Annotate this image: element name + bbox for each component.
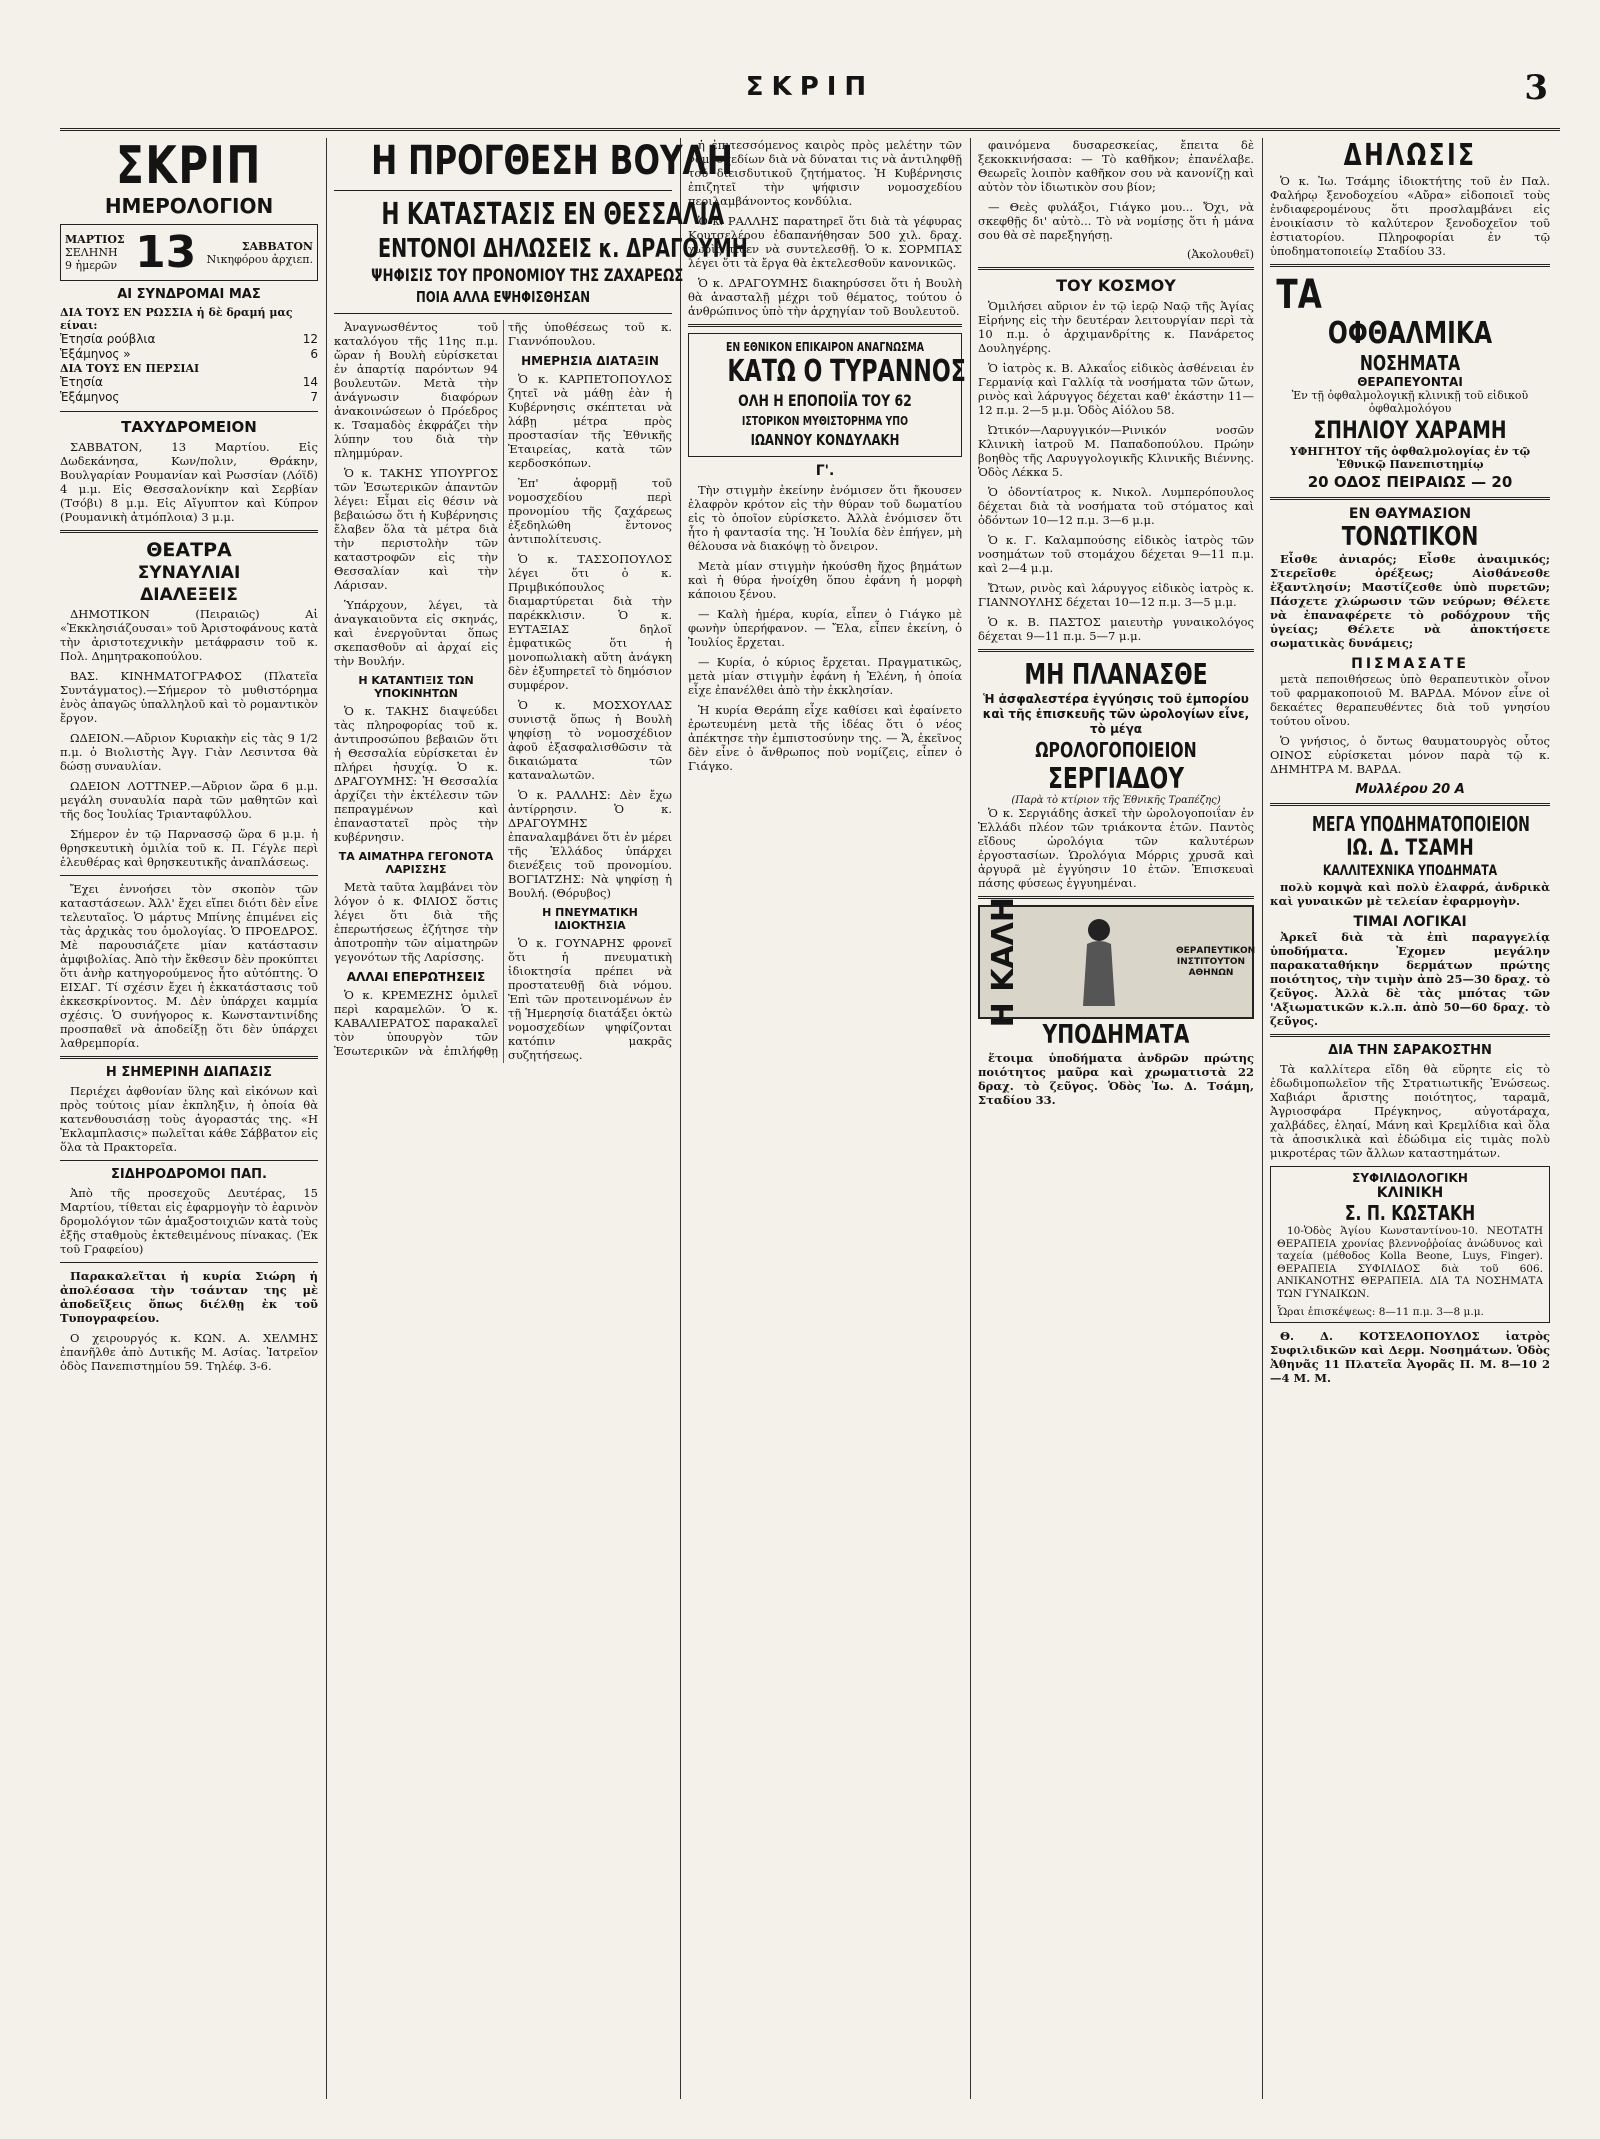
column-rule <box>970 138 971 2099</box>
tonic-cta: ΠΙΣΜΑΣΑΤΕ <box>1351 656 1469 672</box>
calendar-moon: ΣΕΛΗΝΗ <box>65 246 118 259</box>
page-number: 3 <box>1524 68 1548 108</box>
subs-russia: ΔΙΑ ΤΟΥΣ ΕΝ ΡΩΣΣΙΑ ἡ δὲ δραμή μας είναι: <box>60 306 293 332</box>
serial-paragraph: — Καλὴ ἡμέρα, κυρία, εἶπεν ὁ Γιάγκο μὲ φωνὴν ὑπερήφανον. — Ἔλα, εἶπεν ἐκείνη, ὁ Ἰουλίος ἔρχεται. <box>688 607 962 649</box>
lecture-text: Σήμερον ἐν τῷ Παρνασσῷ ὥρα 6 μ.μ. ἡ θρησκευτικὴ ὁμιλία τοῦ κ. Π. Γέγλε περὶ ἐλευθέρας καὶ θρησκευτικῆς ἀναπλάσεως. <box>60 827 318 869</box>
to-be-continued: (Ἀκολουθεῖ) <box>1187 248 1254 261</box>
calendar-moon-days: 9 ἡμερῶν <box>65 259 118 272</box>
chapter-number: Γ'. <box>815 463 835 479</box>
post-heading: ΤΑΧΥΔΡΟΜΕΙΟΝ <box>121 418 257 436</box>
serial-paragraph: — Θεὲς φυλάξοι, Γιάγκο μου... Ὄχι, νὰ σκεφθῇς δι' αὐτὸ... Τὸ νὰ νομίσῃς ὅτι ἡ μάνα σου θὰ σὲ παρεξηγήσῃ. <box>978 200 1254 242</box>
calendar-weekday: ΣΑΒΒΑΤΟΝ <box>241 239 313 253</box>
article-paragraph: Ὁ κ. ΚΑΡΠΕΤΟΠΟΥΛΟΣ ζητεῖ νὰ μάθῃ ἐὰν ἡ Κυβέρνησις σκέπτεται νὰ λάβῃ μέτρα πρὸς προστασίαν τῆς Ἐθνικῆς Ἑταιρείας, κατὰ τῶν κερδοσκόπων. <box>508 372 672 470</box>
eye-ad-text: Ἐν τῇ ὀφθαλμολογικῇ κλινικῇ τοῦ εἰδικοῦ ὀφθαλμολόγου <box>1291 389 1529 415</box>
doctor-notice: Ο χειρουργός κ. ΚΩΝ. Α. ΧΕΛΜΗΣ ἐπανῆλθε ἀπὸ Δυτικῆς Μ. Ασίας. Ἰατρεῖον ὁδὸς Πανεπιστημίου 59. Τηλέφ. 3-6. <box>60 1331 318 1373</box>
lent-text: Τὰ καλλίτερα εἴδη θὰ εὕρητε εἰς τὸ ἐδωδιμοπωλεῖον τῆς Στρατιωτικῆς Ἐνώσεως. Χαβιάρι ἄριστης ποιότητος, ταραμᾶ, Ἀγριοσφάρα Πρέγκηνος, αὐγοτάραχα, χαλβάδες, ἐληαί, Μάνη καὶ Κρεμλίδια καὶ ὅλα τὰ ἀποσικλικὰ καὶ ἐδώδιμα εἰς τιμὰς πολὺ μικροτέρας τῶν ἄλλων καταστημάτων. <box>1270 1062 1550 1160</box>
article-paragraph: Ὁ κ. ΔΡΑΓΟΥΜΗΣ διακηρύσσει ὅτι ἡ Βουλὴ θὰ ἀνασταλῇ μέχρι τοῦ θέματος, τούτου ὁ ἀνθρώπινος ὑπὸ τὴν ἀρχηγίαν τοῦ Βουλευτοῦ. <box>688 276 962 318</box>
article-paragraph: Ὁ κ. ΤΑΚΗΣ ΥΠΟΥΡΓΟΣ τῶν Ἐσωτερικῶν ἀπαντῶν λέγει: Εἶμαι εἰς θέσιν νὰ βεβαιώσω ὅτι ἡ Κυβέρνησις ἔλαβεν ὅλα τὰ μέτρα διὰ τὴν περιστολὴν τῶν καταστροφῶν εἰς τὴν Θεσσαλίαν καὶ τὴν Λάρισαν. <box>334 466 498 592</box>
clinic-category: ΣΥΦΙΛΙΔΟΛΟΓΙΚΗ <box>1352 1171 1468 1185</box>
notice-text: Ὤτων, ρινὸς καὶ λάρυγγος εἰδικὸς ἰατρὸς κ. ΓΙΑΝΝΟΥΛΗΣ δέχεται 10—12 π.μ. 3—5 μ.μ. <box>978 581 1254 609</box>
subheading: Η ΚΑΤΑΝΤΙΞΙΣ ΤΩΝ ΥΠΟΚΙΝΗΤΩΝ <box>358 674 474 700</box>
dimotikon-text: ΔΗΜΟΤΙΚΟΝ (Πειραιῶς) Αἱ «Ἐκκλησιάζουσαι» τοῦ Ἀριστοφάνους κατὰ τὴν ἀριστοτεχνικὴν μετάφρασιν τοῦ κ. Πολ. Δημητρακοπούλου. <box>60 607 318 663</box>
reading-heading: Η ΣΗΜΕΡΙΝΗ ΔΙΑΠΑΣΙΣ <box>105 1065 273 1080</box>
divider <box>1270 803 1550 806</box>
divider <box>60 1262 318 1263</box>
lost-bag-notice: Παρακαλεῖται ἡ κυρία Σιώρη ἡ ἀπολέσασα τὴν τσάνταν της μὲ ἀποδεῖξεις ὅπως διέλθῃ ἐκ τοῦ Τυπογραφείου. <box>60 1269 318 1325</box>
watch-ad-title: ΜΗ ΠΛΑΝΑΣΘΕ <box>1024 658 1208 691</box>
eye-doctor-name: ΣΠΗΛΙΟΥ ΧΑΡΑΜΗ <box>1313 416 1507 444</box>
cinema-text: ΒΑΣ. ΚΙΝΗΜΑΤΟΓΡΑΦΟΣ (Πλατεῖα Συντάγματος).—Σήμερον τὸ μυθιστόρημα ἑνὸς ἀπαγῶς ὑπαλληλοῦ καὶ τὸ ρομαντικὸν ἔργον. <box>60 669 318 725</box>
column-2 <box>334 138 748 2099</box>
article-paragraph: Ὁ κ. ΡΑΛΛΗΣ: Δὲν ἔχω ἀντίρρησιν. Ὁ κ. ΔΡΑΓΟΥΜΗΣ ἐπαναλαμβάνει ὅτι ἐν μέρει τῆς Ἑλλάδος ὑπάρχει διενέξεις τοῦ προνομίου. ΒΟΓΙΑΤΖΗΣ: Νὰ ψηφίσῃ ἡ Βουλή. (Θόρυβος) <box>508 788 672 900</box>
notice-text: Ὁ κ. Β. ΠΑΣΤΟΣ μαιευτὴρ γυναικολόγος δέχεται 9—11 π.μ. 5—7 μ.μ. <box>978 615 1254 643</box>
headline-1: Η ΠΡΟΓΘΕΣΗ ΒΟΥΛΗ <box>371 138 733 184</box>
divider <box>60 1056 318 1059</box>
concerts-heading: ΣΥΝΑΥΛΙΑΙ <box>137 563 241 583</box>
divider <box>978 267 1254 270</box>
column-5 <box>1270 138 1550 2099</box>
clinic-heading: ΚΛΙΝΙΚΗ <box>1376 1185 1444 1201</box>
shoemaker-text-2: Ἀρκεῖ διὰ τὰ ἐπὶ παραγγελίᾳ ὑποδήματα. Ἐχομεν μεγάλην παρακαταθήκην δερμάτων πρώτης ποιότητος, τὴν τιμὴν ἀπὸ 25—30 δραχ. τὸ ζεῦγος. Ἀλλὰ δὲ τὰς μπότας τῶν 'Αξιωματικῶν κ.λ.π. ἀπὸ 50—60 δραχ. τὸ ζεῦγος. <box>1270 930 1550 1028</box>
notice-text: Ὁ ἰατρὸς κ. Β. Αλκαΐος εἰδικὸς ἀσθένειαι ἐν Γερμανίᾳ καὶ Γαλλίᾳ τὰ νοσήματα τῶν ὤτων, ρινὸς καὶ λάρυγγος δέχεται καθ' ἑκάστην 11—12 π.μ. 2—5 μ.μ. Ὁδὸς Αἰόλου 58. <box>978 361 1254 417</box>
shoemaker-title: ΜΕΓΑ ΥΠΟΔΗΜΑΤΟΠΟΙΕΙΟΝ <box>1312 812 1530 836</box>
serial-box <box>688 333 966 457</box>
railway-heading: ΣΙΔΗΡΟΔΡΟΜΟΙ ΠΑΠ. <box>111 1167 267 1182</box>
woman-figure-illustration <box>1069 914 1129 1010</box>
tonic-text: Εἶσθε ἀνιαρός; Εἶσθε ἀναιμικός; Στερεῖσθε ὀρέξεως; Αἰσθάνεσθε ἐξαντλησίν; Μαστίζεσθε ὑπὸ πυρετῶν; Πάσχετε χλώρωσιν τῶν νεύρων; Θέλετε νὰ ἐπαναφέρετε τὸ ροδόχρουν τῆς ὑγείας; Θέλετε νὰ ἀποκτήσετε σωματικὰς δυνάμεις; <box>1270 552 1550 650</box>
reading-text: Περιέχει ἀφθονίαν ὕλης καὶ εἰκόνων καὶ πρὸς τούτοις μίαν ἐκπληξιν, ἡ ὁποία θὰ κατενθουσιάσῃ τοὺς ἀγοραστάς της. «Η Ἐκλαμπλασις» πωλεῖται κάθε Σάββατον εἰς ὅλα τὰ Πρακτορεῖα. <box>60 1084 318 1154</box>
divider <box>60 1160 318 1161</box>
logo: ΣΚΡΙΠ <box>116 136 262 196</box>
notice-text: Ὁ κ. Γ. Καλαμπούσης εἰδικὸς ἰατρὸς τῶν νοσημάτων τοῦ στομάχου δέχεται 9—11 π.μ. καὶ 2—4 μ.μ. <box>978 533 1254 575</box>
calendar-saint: Νικηφόρου ἀρχιεπ. <box>206 252 313 266</box>
article-paragraph: Μετὰ ταῦτα λαμβάνει τὸν λόγον ὁ κ. ΦΙΛΙΟΣ ὅστις λέγει ὅτι διὰ τῆς ἐπερωτήσεως ἐζήτησε τὴν ἀποτροπὴν τῶν αἱματηρῶν γεγονότων τῆς Λαρίσσης. <box>334 880 498 964</box>
watch-shop-location: (Παρὰ τὸ κτίριον τῆς Ἐθνικῆς Τραπέζης) <box>1011 795 1221 806</box>
serial-label: ΕΝ ΕΘΝΙΚΟΝ ΕΠΙΚΑΙΡΟΝ ΑΝΑΓΝΩΣΜΑ <box>725 340 925 354</box>
doctor-notice-2: Θ. Δ. ΚΟΤΣΕΛΟΠΟΥΛΟΣ ἰατρὸς Συφιλιδικῶν καὶ Δερμ. Νοσημάτων. Ὁδὸς Ἀθηνᾶς 11 Πλατεῖα Ἀγορᾶς Π. Μ. 8—10 2—4 Μ. Μ. <box>1270 1329 1550 1385</box>
divider <box>334 190 672 191</box>
column-4 <box>978 138 1254 2099</box>
institute-brand: Η ΚΑΛΗ <box>986 896 1021 1028</box>
subheading: Η ΠΝΕΥΜΑΤΙΚΗ ΙΔΙΟΚΤΗΣΙΑ <box>542 906 638 932</box>
tonic-body: μετὰ πεποιθήσεως ὑπὸ θεραπευτικὸν οἶνον τοῦ φαρμακοποιοῦ Μ. ΒΑΡΔΑ. Μόνον εἶνε οἱ δεκαέτες θεραπευθέντες διὰ τοῦ γνησίου τούτου οἴνου. <box>1270 672 1550 728</box>
watch-shop-title: ΩΡΟΛΟΓΟΠΟΙΕΙΟΝ <box>1035 738 1197 762</box>
declaration-heading: ΔΗΛΩΣΙΣ <box>1343 138 1477 173</box>
subheading: ΑΛΛΑΙ ΕΠΕΡΩΤΗΣΕΙΣ <box>346 970 486 984</box>
serial-paragraph: φαινόμενα δυσαρεσκείας, ἔπειτα δὲ ξεκοκκινήσασα: — Τὸ καθῆκον; ἐπανέλαβε. Θεωρεῖς λοιπὸν καθῆκον σου νὰ κανονίζῃ καὶ αὐτὸν τὸν ἰδιωτικὸν σου βίον; <box>978 138 1254 194</box>
article-paragraph: Ἐπ' ἀφορμῇ τοῦ νομοσχεδίου περὶ προνομίου τῆς ζαχάρεως ἐξεδηλώθη ἔντονος ἀντιπολίτευσις. <box>508 476 672 546</box>
lent-heading: ΔΙΑ ΤΗΝ ΣΑΡΑΚΟΣΤΗΝ <box>1328 1043 1492 1058</box>
serial-author: ΙΩΑΝΝΟΥ ΚΟΝΔΥΛΑΚΗ <box>750 431 900 449</box>
article-columns <box>334 320 672 1063</box>
column-3 <box>688 138 966 2099</box>
column-1 <box>60 138 318 2099</box>
article-paragraph: Ὁ κ. ΤΑΚΗΣ διαψεύδει τὰς πληροφορίας τοῦ κ. ἀντιπροσώπου βεβαιῶν ὅτι ἡ Θεσσαλία εὑρίσκεται ἐν πλήρει ἡσυχίᾳ. Ὁ κ. ΔΡΑΓΟΥΜΗΣ: Ἡ Θεσσαλία ἀρχίζει τὴν ἐκτέλεσιν τῶν πεπραγμένων καὶ ἐπαναστατεῖ πρὸς τὴν κυβέρνησιν. <box>334 704 498 844</box>
eye-doctor-role: ΥΦΗΓΗΤΟΥ τῆς ὀφθαλμολογίας ἐν τῷ Ἐθνικῷ Πανεπιστημίῳ <box>1289 445 1531 471</box>
calendar-box <box>60 224 318 281</box>
clinic-ad <box>1270 1166 1550 1323</box>
divider <box>1270 1034 1550 1037</box>
article-paragraph: Ὁ κ. ΜΟΣΧΟΥΛΑΣ συνιστᾷ ὅπως ἡ Βουλὴ ψηφίσῃ τὸ νομοσχέδιον ἀφοῦ ἐξασφαλισθῶσιν τὰ δικαιώματα τῶν καταναλωτῶν. <box>508 698 672 782</box>
article-paragraph: ἡ ἐπιτεσσόμενος καιρὸς πρὸς μελέτην τῶν νομοσχεδίων διὰ νὰ δύναται τις νὰ ἀντιληφθῇ τοῦ διεισδυτικοῦ ζητήματος. Ἡ Κυβέρνησις ἐπιζητεῖ τὴν ψήφισιν νομοσχεδίου περιλαμβάνοντος κονδύλια. <box>688 138 962 208</box>
subscriptions-heading: ΑΙ ΣΥΝΔΡΟΜΑΙ ΜΑΣ <box>117 287 261 302</box>
headline-4: ΨΗΦΙΣΙΣ ΤΟΥ ΠΡΟΝΟΜΙΟΥ ΤΗΣ ΖΑΧΑΡΕΩΣ <box>371 266 684 286</box>
headline-2: Η ΚΑΤΑΣΤΑΣΙΣ ΕΝ ΘΕΣΣΑΛΙΑ <box>381 197 725 232</box>
shoemaker-tagline: ΚΑΛΛΙΤΕΧΝΙΚΑ ΥΠΟΔΗΜΑΤΑ <box>1322 863 1498 879</box>
notice-text: Ὁμιλήσει αὔριον ἐν τῷ ἱερῷ Ναῷ τῆς Ἁγίας Εἰρήνης εἰς τὴν δευτέραν λειτουργίαν περὶ τὰ 10 π.μ. ὁ ἀρχιμανδρίτης κ. Πανάρετος Δουληγέρης. <box>978 299 1254 355</box>
institute-caption: ΘΕΡΑΠΕΥΤΙΚΟΝ ΙΝΣΤΙΤΟΥΤΟΝ ΑΘΗΝΩΝ <box>1176 945 1256 978</box>
divider <box>60 530 318 533</box>
divider <box>60 411 318 412</box>
divider <box>334 313 672 314</box>
odeion-lottner-text: ΩΔΕΙΟΝ ΛΟΤΤΝΕΡ.—Αὔριον ὥρα 6 μ.μ. μεγάλη συναυλία παρὰ τῶν μαθητῶν καὶ τῆς δος Ἰουλίας Τριανταφύλλου. <box>60 779 318 821</box>
calendar-day: 13 <box>135 227 197 278</box>
theatre-heading: ΘΕΑΤΡΑ <box>146 539 232 561</box>
tonic-address: Μυλλέρου 20 Α <box>1355 782 1465 797</box>
trial-text: Ἔχει ἐννοήσει τὸν σκοπὸν τῶν καταστάσεων. Ἀλλ' ἔχει εἴπει διότι δὲν εἶνε τελευταῖος. Ὁ μάρτυς Μπίνης ἐπιμένει εἰς τὰς ἀρχικὰς του ὁμολογίας. Ὁ ΠΡΟΕΔΡΟΣ. Μὲ παρουσιάζετε μίαν κατάστασιν ἀμφιβολίας. Ἀπὸ τὴν ἔκθεσιν δὲν προκύπτει ὅτι ἀνὴρ κατηγορούμενος ἦτο αὐτόπτης. Ὁ ΕΙΣΑΓ. Τί σχέσιν ἔχει ἡ ἐκκατάστασις τοῦ ἐκκεσκρίνοντος. Μ. Δὲν ὑπάρχει καμμία σχέσις. Ὁ συνήγορος κ. Κωνσταντινίδης προσπαθεῖ νὰ ἀποδείξῃ ὅτι δὲν ὑπάρχει λαθρεμπορία. <box>60 882 318 1050</box>
subs-row: Ἑξάμηνος 7 <box>60 390 318 404</box>
eye-clinic-address: 20 ΟΔΟΣ ΠΕΙΡΑΙΩΣ — 20 <box>1307 473 1513 491</box>
masthead-title: ΣΚΡΙΠ <box>745 72 875 102</box>
column-rule <box>326 138 327 2099</box>
notice-text: Ὠτικόν—Λαρυγγικόν—Ρινικόν νοσῶν Κλινικὴ ἰατροῦ Μ. Παπαδοπούλου. Πρώην βοηθὸς τῆς Λαρυγγολογικῆς Κλινικῆς Βιέννης. Ὁδὸς Λέκκα 5. <box>978 423 1254 479</box>
serial-genre: ΙΣΤΟΡΙΚΟΝ ΜΥΘΙΣΤΟΡΗΜΑ ΥΠΟ <box>741 414 909 428</box>
article-paragraph: Ὁ κ. ΡΑΛΛΗΣ παρατηρεῖ ὅτι διὰ τὰ γέφυρας Κουτσελέρου ἐδαπανήθησαν 500 χιλ. δραχ. χωρὶς τίθεν νὰ συντελεσθῇ. Ὁ κ. ΣΟΡΜΠΑΣ λέγει ὅτι τὰ ἔργα θὰ ἐκτελεσθοῦν κανονικῶς. <box>688 214 962 270</box>
shoemaker-prices: ΤΙΜΑΙ ΛΟΓΙΚΑΙ <box>1353 914 1467 930</box>
subs-persia: ΔΙΑ ΤΟΥΣ ΕΝ ΠΕΡΣΙΑΙ <box>60 362 200 375</box>
tonic-title: ΤΟΝΩΤΙΚΟΝ <box>1341 522 1479 552</box>
eye-ad-subtitle: ΝΟΣΗΜΑΤΑ <box>1359 351 1461 375</box>
article-paragraph: Ἀναγνωσθέντος τοῦ καταλόγου τῆς 11ης π.μ. ὥραν ἡ Βουλὴ εὑρίσκεται ἐν ἀπαρτίᾳ παρόντων 94 βουλευτῶν. Μετὰ τὴν ἀνάγνωσιν διαφόρων ἀνακοινώσεων ὁ Πρόεδρος κ. Τσαμαδὸς ἐκφράζει τὴν λύπην του διὰ τὴν πλημμύραν. <box>334 320 498 460</box>
serial-paragraph: Τὴν στιγμὴν ἐκείνην ἐνόμισεν ὅτι ἤκουσεν ἐλαφρὸν κρότον εἰς τὴν θύραν τοῦ δωματίου εἰς τὸ ὁποῖον εὑρίσκετο. Ἀλλὰ ἐνόμισεν ὅτι ἦτο ἡ φαντασία της. Ἡ Ἰουλία δὲν ἐπήγεν, μὴ θέλουσα νὰ διακόψῃ τὸ ὄνειρον. <box>688 483 962 553</box>
article-paragraph: Ὁ κ. ΚΡΕΜΕΖΗΣ ὁμιλεῖ περὶ καραμελῶν. Ὁ κ. ΚΑΒΑΛΙΕΡΑΤΟΣ παρακαλεῖ τὸν ὑπουργὸν τῶν Ἐσωτερικῶν νὰ ἐπιλήφθῃ τῆς ὑποθέσεως τοῦ κ. Γιαννόπουλου. <box>334 320 672 1058</box>
divider <box>978 649 1254 652</box>
shoemaker-name: ΙΩ. Δ. ΤΣΑΜΗ <box>1346 836 1474 861</box>
calendar-heading: ΗΜΕΡΟΛΟΓΙΟΝ <box>104 194 274 218</box>
headline-3: ΕΝΤΟΝΟΙ ΔΗΛΩΣΕΙΣ κ. ΔΡΑΓΟΥΜΗ <box>377 234 748 264</box>
society-heading: ΤΟΥ ΚΟΣΜΟΥ <box>1056 276 1176 295</box>
serial-paragraph: Μετὰ μίαν στιγμὴν ἠκούσθη ἤχος βημάτων καὶ ἡ θύρα ἠνοίχθη ὅπου ἐφάνη ἡ μορφὴ κάποιου ξένου. <box>688 559 962 601</box>
railway-text: Ἀπὸ τῆς προσεχοῦς Δευτέρας, 15 Μαρτίου, τίθεται εἰς ἐφαρμογὴν τὸ ἐαρινὸν δρομολόγιον τῶν ἁμαξοστοιχιῶν κατὰ τοὺς ἐξῆς σταθμοὺς ἐκτεθειμένους πίνακας. (Ἐκ τοῦ Γραφείου) <box>60 1186 318 1256</box>
notice-text: Ὁ ὀδοντίατρος κ. Νικολ. Λυμπερόπουλος δέχεται διὰ τὰ νοσήματα τοῦ στόματος καὶ ὀδόντων 10—12 π.μ. 3—6 μ.μ. <box>978 485 1254 527</box>
subheading: ΤΑ ΑΙΜΑΤΗΡΑ ΓΕΓΟΝΟΤΑ ΛΑΡΙΣΣΗΣ <box>338 850 494 876</box>
shoemaker-text: πολὺ κομψὰ καὶ πολὺ ἐλαφρά, ἀνδρικὰ καὶ γυναικῶν μὲ τελείαν ἐφαρμογὴν. <box>1270 880 1550 908</box>
subs-row: Ἐτησία 14 <box>60 375 318 389</box>
divider <box>1270 497 1550 500</box>
tonic-heading: ΕΝ ΘΑΥΜΑΣΙΟΝ <box>1348 506 1472 522</box>
watch-ad-text: Ἡ ἀσφαλεστέρα ἐγγύησις τοῦ ἐμπορίου καὶ τῆς ἐπισκευῆς τῶν ὡρολογίων εἶνε, τὸ μέγα <box>982 692 1250 736</box>
masthead <box>60 64 1560 131</box>
headline-5: ΠΟΙΑ ΑΛΛΑ ΕΨΗΦΙΣΘΗΣΑΝ <box>415 288 591 306</box>
post-text: ΣΑΒΒΑΤΟΝ, 13 Μαρτίου. Εἰς Δωδεκάνησα, Κων/πολιν, Θράκην, Βουλγαρίαν Ρουμανίαν καὶ Ρωσσίαν (Λόϊδ) 4 μ.μ. Εἰς Θεσσαλονίκην καὶ Σερβίαν (Τσόβι) 8 μ.μ. Εἰς Αἴγυπτον καὶ Κύπρον (Ρουμανικὴ ἀτμόπλοια) 3 μ.μ. <box>60 440 318 524</box>
shoes-ad-title: ΥΠΟΔΗΜΑΤΑ <box>1042 1020 1190 1050</box>
eye-ad-treated: ΘΕΡΑΠΕΥΟΝΤΑΙ <box>1357 375 1463 389</box>
article-paragraph: Ὁ κ. ΤΑΣΣΟΠΟΥΛΟΣ λέγει ὅτι ὁ κ. Πριμβικόπουλος διαμαρτύρεται διὰ τὴν παρέκκλισιν. Ὁ κ. ΕΥΤΑΞΙΑΣ δηλοῖ ἐμφατικῶς ὅτι ἡ μονοπωλιακὴ αὕτη ἀνάγκη δὲν ἐξυπηρετεῖ τὸ δημόσιον συμφέρον. <box>508 552 672 692</box>
clinic-name: Σ. Π. ΚΩΣΤΑΚΗ <box>1344 1201 1476 1225</box>
serial-paragraph: Ἡ κυρία Θεράπη εἶχε καθίσει καὶ ἐφαίνετο ἐρωτευμένη μετὰ τῆς ἰδέας ὅτι ὁ νέος ἀπέκτησε τὴν ἐμπιστοσύνην της. — Ἄ, ἐκεῖνος δὲν εἶνε ὁ ἄνθρωπος ποὺ νομίζεις, εἶπεν ὁ Γιάγκο. <box>688 703 962 773</box>
column-rule <box>680 138 681 2099</box>
serial-title: ΚΑΤΩ Ο ΤΥΡΑΝΝΟΣ <box>727 354 966 389</box>
divider <box>60 875 318 876</box>
calendar-month: ΜΑΡΤΙΟΣ <box>65 233 125 246</box>
institute-ad <box>978 896 1256 1028</box>
lectures-heading: ΔΙΑΛΕΞΕΙΣ <box>140 585 238 605</box>
shoes-ad-text: ἕτοιμα ὑποδήματα ἀνδρῶν πρώτης ποιότητος μαῦρα καὶ χρωματιστὰ 22 δραχ. τὸ ζεῦγος. Ὁδὸς Ἰω. Δ. Τσάμη, Σταδίου 33. <box>978 1051 1254 1107</box>
clinic-text: 10-Ὁδὸς Ἁγίου Κωνσταντίνου-10. ΝΕΟΤΑΤΗ ΘΕΡΑΠΕΙΑ χρονίας βλεννοῤῥοίας ἀνώδυνος καὶ ταχεία (μέθοδος Kolla Beone, Luys, Finger). ΘΕΡΑΠΕΙΑ ΣΥΦΙΛΙΔΟΣ διὰ τοῦ 606. ΑΝΙΚΑΝΟΤΗΣ ΘΕΡΑΠΕΙΑ. ΔΙΑ ΤΑ ΝΟΣΗΜΑΤΑ ΤΩΝ ΓΥΝΑΙΚΩΝ. <box>1277 1225 1543 1300</box>
article-paragraph: Ὁ κ. ΓΟΥΝΑΡΗΣ φρονεῖ ὅτι ἡ πνευματικὴ ἰδιοκτησία πρέπει νὰ προστατευθῇ διὰ νόμου. Ἐπὶ τῶν προτεινομένων ἐν τῇ Ἡμερησίᾳ διατάξει ὀκτὼ νομοσχεδίων ψηφίζονται κατόπιν μακρᾶς συζητήσεως. <box>508 936 672 1062</box>
watch-shop-name: ΣΕΡΓΙΑΔΟΥ <box>1047 762 1185 795</box>
clinic-hours: Ὧραι ἐπισκέψεως: 8—11 π.μ. 3—8 μ.μ. <box>1277 1306 1484 1318</box>
column-rule <box>1262 138 1263 2099</box>
serial-paragraph: — Κυρία, ὁ κύριος ἔρχεται. Πραγματικῶς, μετὰ μίαν στιγμὴν ἐφάνη ἡ Ἑλένη, ἡ ὁποία εἶχε ἐπανέλθει ἀπὸ τὴν ἐκκλησίαν. <box>688 655 962 697</box>
serial-subtitle: ΟΛΗ Η ΕΠΟΠΟΙΪΑ ΤΟΥ 62 <box>738 391 912 410</box>
article-paragraph: Ὑπάρχουν, λέγει, τὰ ἀναγκαιοῦντα εἰς σκηνάς, καὶ ἐνεργοῦνται ὅπως σκεπασθοῦν αἱ ἀρχαί εἰς τὴν Βουλήν. <box>334 598 498 668</box>
subs-row: Ἑξάμηνος » 6 <box>60 347 318 361</box>
subheading: ΗΜΕΡΗΣΙΑ ΔΙΑΤΑΞΙΝ <box>521 354 659 368</box>
subs-row: Ἐτησία ρούβλια 12 <box>60 332 318 346</box>
eye-ad-title-prefix: ΤΑ <box>1276 272 1322 318</box>
watch-shop-text: Ὁ κ. Σεργιάδης ἀσκεῖ τὴν ὡρολογοποιΐαν ἐν Ἑλλάδι πλέον τῶν τριάκοντα ἐτῶν. Παντὸς εἴδους ὡρολόγια τῶν καλυτέρων ἐργοστασίων. Ὡρολόγια Μόρρις χρυσᾶ καὶ ἀργυρᾶ μὲ ἐγγύησιν 10 ἐτῶν. Ἐπισκευαὶ πάσης φύσεως ἐγγυημέναι. <box>978 806 1254 890</box>
declaration-text: Ὁ κ. Ἰω. Τσάμης ἰδιοκτήτης τοῦ ἐν Παλ. Φαλήρῳ ξενοδοχείου «Αὔρα» εἰδοποιεῖ τοὺς ἐνδιαφερομένους ὅτι προσλαμβάνει εἰς ἐνοικίασιν τὸ καλύτερον ξενοδοχεῖον τοῦ ἐστιατορίου. Πληροφορίαι ἐν τῷ ὑποδηματοποιείῳ Σταδίου 33. <box>1270 174 1550 258</box>
divider <box>688 324 962 327</box>
divider <box>1270 264 1550 267</box>
eye-ad-title: ΟΦΘΑΛΜΙΚΑ <box>1327 316 1493 351</box>
odeion-text: ΩΔΕΙΟΝ.—Αὔριον Κυριακὴν εἰς τὰς 9 1/2 π.μ. ὁ Βιολιστὴς Ἀγγ. Γιὰν Λεσιντσα θὰ δώσῃ συναυλίαν. <box>60 731 318 773</box>
tonic-sub: Ὁ γνήσιος, ὁ ὄντως θαυματουργὸς οὗτος ΟΙΝΟΣ εὑρίσκεται μόνον παρὰ τῷ κ. ΔΗΜΗΤΡΑ Μ. ΒΑΡΔΑ. <box>1270 734 1550 776</box>
